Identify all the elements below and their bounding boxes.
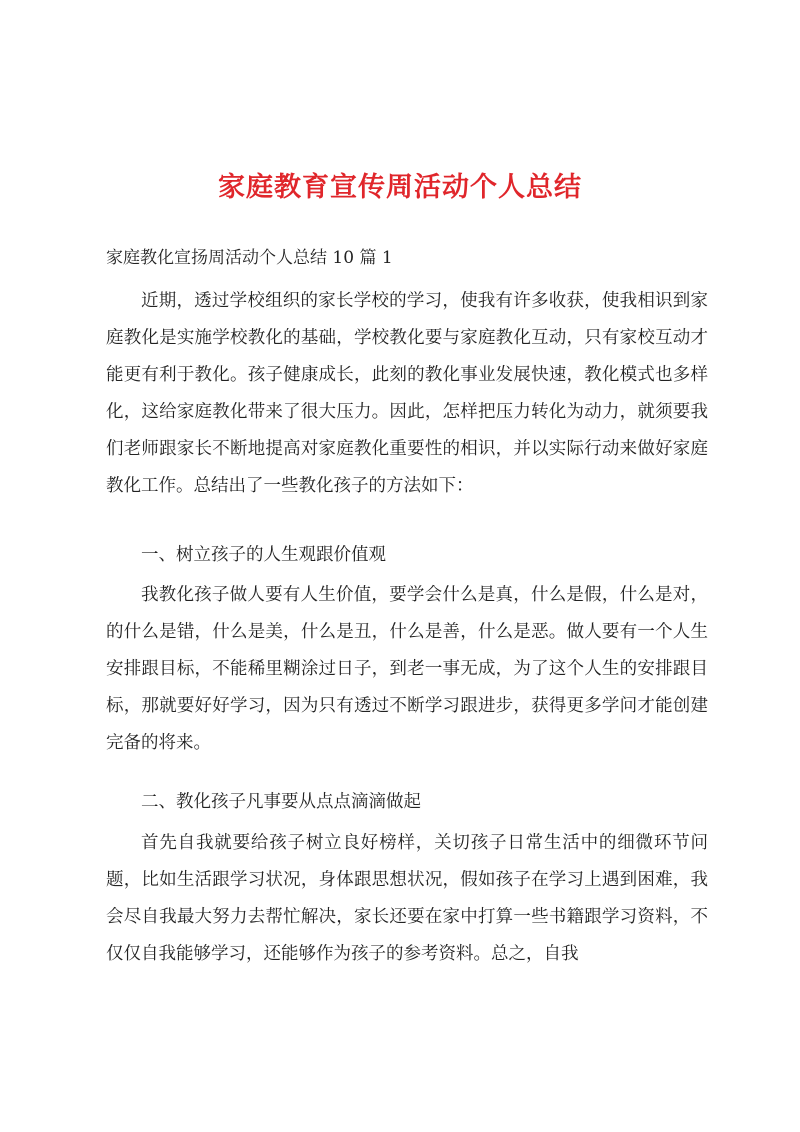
document-subtitle: 家庭教化宣扬周活动个人总结 10 篇 1 bbox=[106, 248, 393, 268]
paragraph-3: 首先自我就要给孩子树立良好榜样，关切孩子日常生活中的细微环节问题，比如生活跟学习状况，身体跟思想状况，假如孩子在学习上遇到困难，我会尽自我最大努力去帮忙解决，家长还要在家中打算一些书籍跟学习资料，不仅仅自我能够学习，还能够作为孩子的参考资料。总之，自我 bbox=[106, 833, 708, 964]
section-heading-1: 一、树立孩子的人生观跟价值观 bbox=[141, 545, 386, 565]
section-heading-2: 二、教化孩子凡事要从点点滴滴做起 bbox=[141, 792, 421, 812]
paragraph-1: 近期，透过学校组织的家长学校的学习，使我有许多收获，使我相识到家庭教化是实施学校教化的基础，学校教化要与家庭教化互动，只有家校互动才能更有利于教化。孩子健康成长，此刻的教化事业发展快速，教化模式也多样化，这给家庭教化带来了很大压力。因此，怎样把压力转化为动力，就须要我们老师跟家长不断地提高对家庭教化重要性的相识，并以实际行动来做好家庭教化工作。总结出了一些教化孩子的方法如下： bbox=[106, 291, 708, 496]
paragraph-2: 我教化孩子做人要有人生价值，要学会什么是真，什么是假，什么是对，的什么是错，什么是美，什么是丑，什么是善，什么是恶。做人要有一个人生安排跟目标，不能稀里糊涂过日子，到老一事无成，为了这个人生的安排跟目标，那就要好好学习，因为只有透过不断学习跟进步，获得更多学问才能创建完备的将来。 bbox=[106, 585, 708, 753]
document-title: 家庭教育宣传周活动个人总结 bbox=[218, 172, 582, 203]
